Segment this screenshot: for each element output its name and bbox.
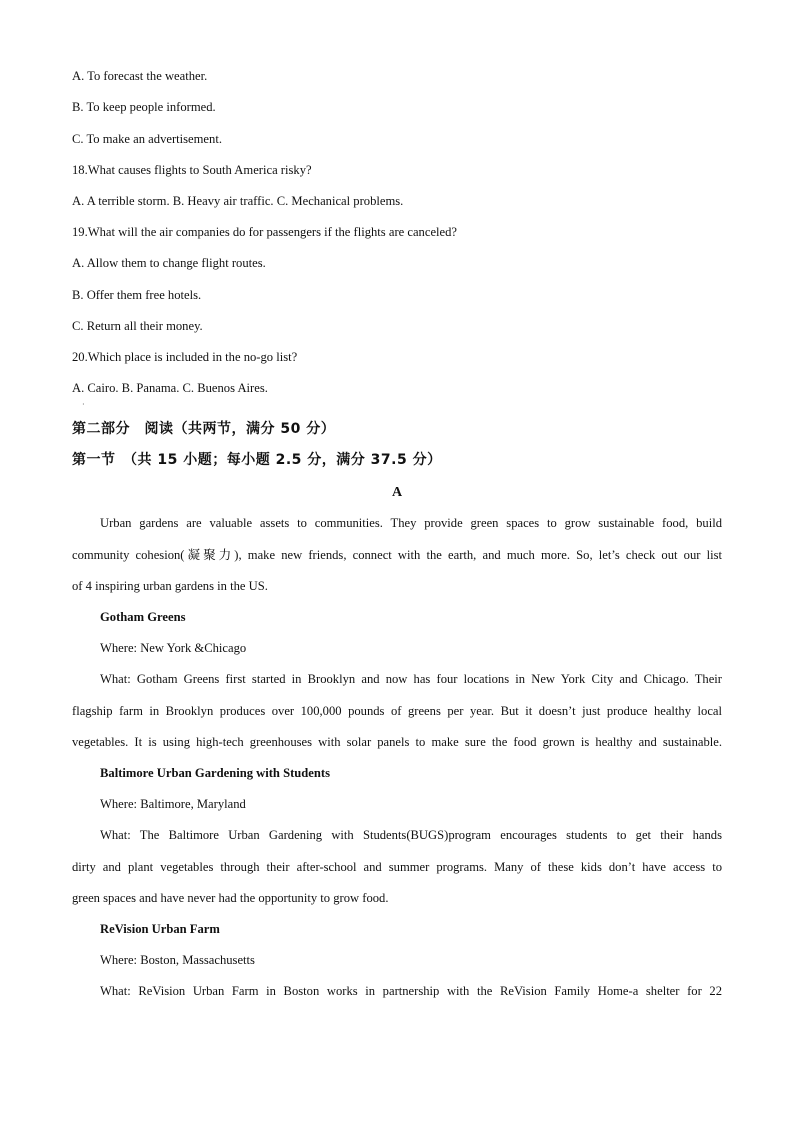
- paragraph-line: community cohesion(凝聚力), make new friends, connect with the earth, and much more. So, let’s check out our list: [72, 548, 722, 562]
- paragraph-line: vegetables. It is using high-tech greenhouses with solar panels to make sure the food grown is healthy and sustainable.: [72, 735, 722, 749]
- option-line: C. To make an advertisement.: [72, 132, 222, 146]
- section-title: 第一节 （共 15 小题；每小题 2.5 分，满分 37.5 分）: [72, 452, 442, 468]
- question-line: 18.What causes flights to South America risky?: [72, 163, 312, 177]
- option-line: A. To forecast the weather.: [72, 69, 208, 83]
- garden-where: Where: Baltimore, Maryland: [100, 797, 246, 811]
- paragraph-line: dirty and plant vegetables through their after-school and summer programs. Many of these kids don’t have access to: [72, 860, 722, 874]
- passage-label: A: [391, 485, 403, 500]
- garden-where: Where: New York &Chicago: [100, 641, 247, 655]
- paragraph-line: Urban gardens are valuable assets to communities. They provide green spaces to grow sustainable food, build: [100, 516, 722, 530]
- paragraph-line: green spaces and have never had the opportunity to grow food.: [72, 891, 389, 905]
- question-line: 20.Which place is included in the no-go list?: [72, 350, 298, 364]
- garden-name: Gotham Greens: [100, 610, 186, 624]
- option-line: B. To keep people informed.: [72, 100, 216, 114]
- paragraph-line: What: ReVision Urban Farm in Boston works in partnership with the ReVision Family Home-a shelter for 22: [100, 984, 722, 998]
- garden-name: ReVision Urban Farm: [100, 922, 220, 936]
- paragraph-line: of 4 inspiring urban gardens in the US.: [72, 579, 268, 593]
- part-title: 第二部分 阅读（共两节，满分 50 分）: [72, 421, 336, 437]
- option-line: B. Offer them free hotels.: [72, 288, 202, 302]
- garden-where: Where: Boston, Massachusetts: [100, 953, 255, 967]
- option-line: A. Allow them to change flight routes.: [72, 256, 266, 270]
- option-line: A. A terrible storm. B. Heavy air traffic. C. Mechanical problems.: [72, 194, 404, 208]
- paragraph-line: What: The Baltimore Urban Gardening with Students(BUGS)program encourages students to get their hands: [100, 828, 722, 842]
- paragraph-line: flagship farm in Brooklyn produces over 100,000 pounds of greens per year. But it doesn’t just produce healthy local: [72, 704, 722, 718]
- question-line: 19.What will the air companies do for passengers if the flights are canceled?: [72, 225, 458, 239]
- garden-name: Baltimore Urban Gardening with Students: [100, 766, 330, 780]
- paragraph-line: What: Gotham Greens first started in Brooklyn and now has four locations in New York City and Chicago. Their: [100, 672, 722, 686]
- stray-mark: ·: [82, 400, 85, 409]
- option-line: C. Return all their money.: [72, 319, 203, 333]
- option-line: A. Cairo. B. Panama. C. Buenos Aires.: [72, 381, 268, 395]
